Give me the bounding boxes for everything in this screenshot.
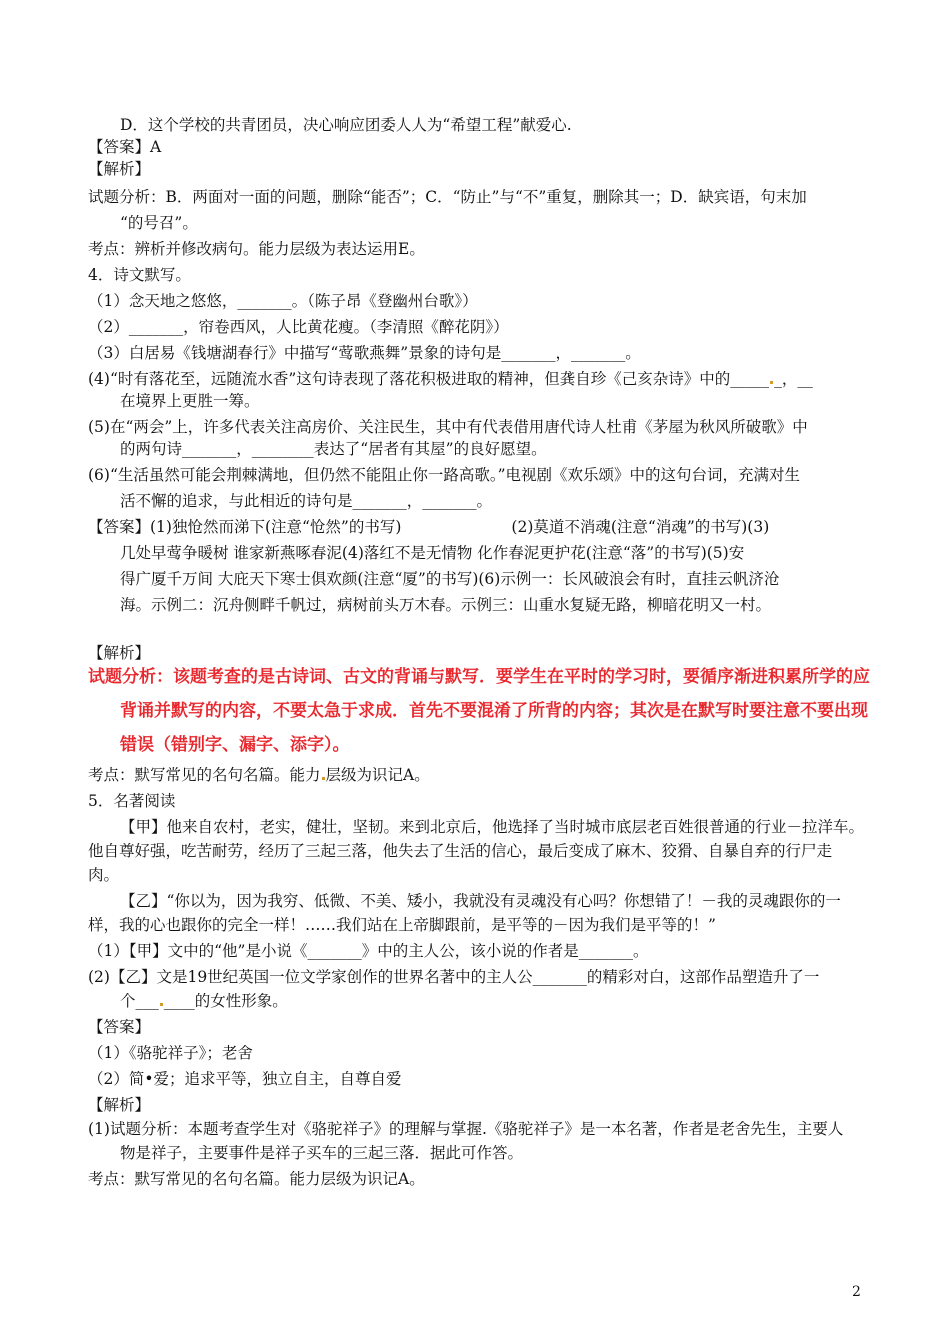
q4-exam-point [88,764,878,786]
mark-dot [770,381,773,384]
q5-item-2: (2)【乙】文是19世纪英国一位文学家创作的世界名著中的主人公_______的精彩对白，这部作品塑造升了一 [88,968,820,986]
q4-analysis-heading: 【解析】 [88,644,151,662]
page-number: 2 [852,1284,861,1300]
question-option-d: D．这个学校的共青团员，决心响应团委人人为“希望工程”献爱心. [120,116,572,134]
highlighted-analysis-1: 试题分析：该题考查的是古诗词、古文的背诵与默写．要学生在平时的学习时，要循序渐进积累所学的应 [88,667,870,687]
answer-heading: 【答案】A [88,138,162,156]
q4-item-4 [88,368,878,390]
q4-answer-part-1: 【答案】(1)独怆然而涕下(注意“怆然”的书写) [88,518,402,536]
passage-jia-cont-1: 他自尊好强，吃苦耐劳，经历了三起三落，他失去了生活的信心，最后变成了麻木、狡猾、自暴自弃的行尸走 [88,842,833,860]
q5-analysis-heading: 【解析】 [88,1096,151,1114]
q4-item-2: （2）_______，帘卷西风，人比黄花瘦。（李清照《醉花阴》） [88,318,509,336]
q4-item-4-text: (4)“时有落花至，远随流水香”这句诗表现了落花积极进取的精神，但龚自珍《己亥杂诗》中的_____ [88,370,770,388]
q5-answer-2: （2）简•爱；追求平等，独立自主，自尊自爱 [88,1070,402,1088]
q5-item-2-cont-tail: ____的女性形象。 [163,992,288,1010]
mark-dot [322,777,325,780]
q4-answer-cont-1: 几处早莺争暖树 谁家新燕啄春泥(4)落红不是无情物 化作春泥更护花(注意“落”的书写)(5)安 [120,544,745,562]
mark-dot [160,1003,163,1006]
q4-answer [88,516,878,538]
passage-yi-cont: 样，我的心也跟你的完全一样！……我们站在上帝脚跟前，是平等的－因为我们是平等的！” [88,916,716,934]
q5-answer-1: （1）《骆驼祥子》；老舍 [88,1044,253,1062]
q4-item-5: (5)在“两会”上，许多代表关注高房价、关注民生，其中有代表借用唐代诗人杜甫《茅屋为秋风所破歌》中 [88,418,808,436]
q4-item-3: （3）白居易《钱塘湖春行》中描写“莺歌燕舞”景象的诗句是_______，_______。 [88,344,641,362]
q4-exam-point-tail: 层级为识记A。 [325,766,430,784]
analysis-heading: 【解析】 [88,160,151,178]
q4-item-6-cont: 活不懈的追求，与此相近的诗句是_______，_______。 [120,492,493,510]
q4-item-1: （1）念天地之悠悠，_______。（陈子昂《登幽州台歌》） [88,292,478,310]
q5-exam-point: 考点：默写常见的名句名篇。能力层级为识记A。 [88,1170,425,1188]
passage-jia: 【甲】他来自农村，老实，健壮，坚韧。来到北京后，他选择了当时城市底层老百姓很普通的行业－拉洋车。 [120,818,865,836]
q5-item-2-cont-text: 个___ [120,992,159,1010]
question-4-title: 4．诗文默写。 [88,266,191,284]
q5-analysis: (1)试题分析：本题考查学生对《骆驼祥子》的理解与掌握.《骆驼祥子》是一本名著，作者是老舍先生，主要人 [88,1120,844,1138]
q4-item-4-tail: _，__ [774,370,813,388]
q5-analysis-cont: 物是祥子，主要事件是祥子买车的三起三落．据此可作答。 [120,1144,524,1162]
q4-answer-part-2: (2)莫道不消魂(注意“消魂”的书写)(3) [511,518,770,536]
q5-answer-heading: 【答案】 [88,1018,151,1036]
highlighted-analysis-2: 背诵并默写的内容，不要太急于求成．首先不要混淆了所背的内容；其次是在默写时要注意不要出现 [120,701,868,721]
q5-item-1: （1）【甲】文中的“他”是小说《_______》中的主人公，该小说的作者是_______。 [88,942,649,960]
analysis-text-cont: “的号召”。 [120,214,198,232]
question-5-title: 5．名著阅读 [88,792,176,810]
analysis-text: 试题分析：B．两面对一面的问题，删除“能否”；C．“防止”与“不”重复，删除其一；D．缺宾语，句末加 [88,188,807,206]
q4-item-4-cont: 在境界上更胜一筹。 [120,392,260,410]
highlighted-analysis-3: 错误（错别字、漏字、添字）。 [120,735,350,755]
q4-item-5-cont: 的两句诗_______，________表达了“居者有其屋”的良好愿望。 [120,440,547,458]
passage-yi: 【乙】“你以为，因为我穷、低微、不美、矮小，我就没有灵魂没有心吗？你想错了！－我的灵魂跟你的一 [120,892,841,910]
q4-item-6: (6)“生活虽然可能会荆棘满地，但仍然不能阻止你一路高歌。”电视剧《欢乐颂》中的这句台词，充满对生 [88,466,801,484]
passage-jia-cont-2: 肉。 [88,866,120,884]
q4-answer-cont-3: 海。示例二：沉舟侧畔千帆过，病树前头万木春。示例三：山重水复疑无路，柳暗花明又一村。 [120,596,772,614]
q5-item-2-cont [120,990,910,1012]
exam-point: 考点：辨析并修改病句。能力层级为表达运用E。 [88,240,425,258]
q4-exam-point-text: 考点：默写常见的名句名篇。能力 [88,766,321,784]
q4-answer-cont-2: 得广厦千万间 大庇天下寒士俱欢颜(注意“厦”的书写)(6)示例一：长风破浪会有时，直挂云帆济沧 [120,570,780,588]
